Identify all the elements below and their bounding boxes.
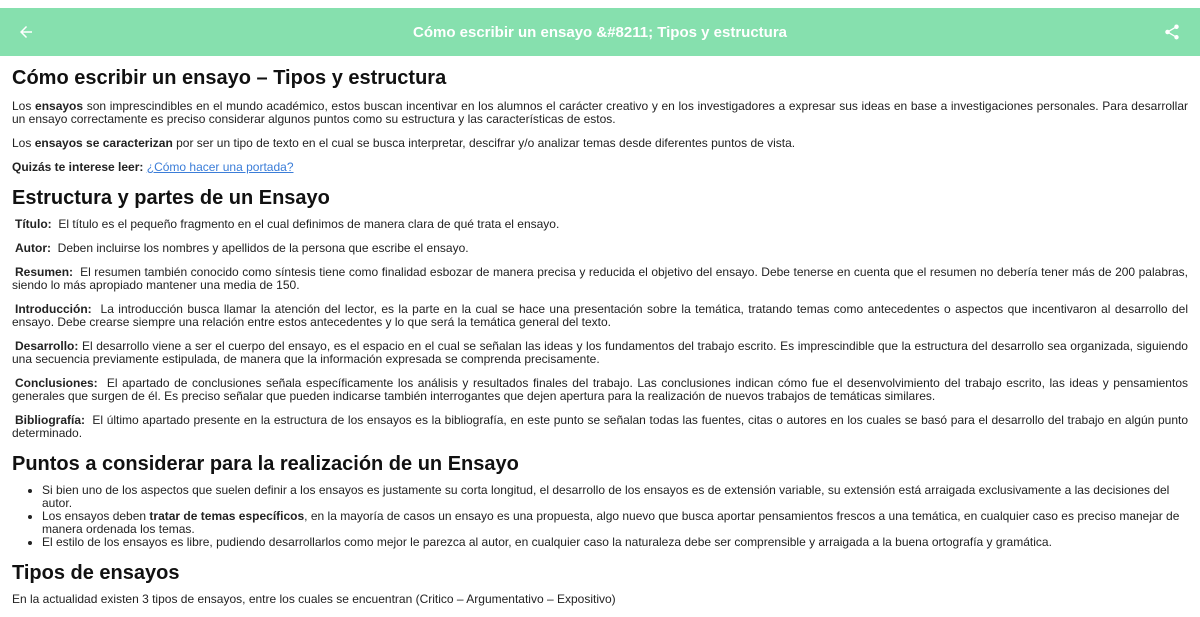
- definition-term: Desarrollo:: [15, 339, 79, 353]
- definition-term: Resumen:: [15, 265, 74, 279]
- article-title: Cómo escribir un ensayo – Tipos y estructura: [12, 67, 447, 89]
- back-button[interactable]: [10, 16, 42, 48]
- text: son imprescindibles en el mundo académico, estos buscan incentivar en los alumnos el carácter creativo y en los investigadores a expresar sus ideas en base a investigaciones personales. Para desarrollar un ensayo correctamente es preciso considerar algunos puntos como su estructura y las características de estos.: [12, 99, 1188, 126]
- arrow-left-icon: [17, 23, 35, 41]
- definition-conclusiones: [12, 377, 1188, 403]
- share-button[interactable]: [1156, 16, 1188, 48]
- definition-bibliografia: [12, 414, 1188, 440]
- definition-text: El desarrollo viene a ser el cuerpo del ensayo, es el espacio en el cual se señalan las ideas y los fundamentos del trabajo escrito. Es imprescindible que la estructura del desarrollo sea organizada, siguiendo una secuencia previamente estipulada, de manera que la información expresada se comprenda precisamente.: [12, 339, 1188, 366]
- definition-introduccion: [12, 303, 1188, 329]
- definition-resumen: [12, 266, 1188, 292]
- text: Los ensayos deben: [42, 509, 150, 523]
- list-item: • Si bien uno de los aspectos que suelen definir a los ensayos es justamente su corta longitud, el desarrollo de los ensayos es de extensión variable, su extensión está arraigada exclusivamente a las decisiones del autor.: [42, 484, 1188, 510]
- definition-text: Deben incluirse los nombres y apellidos de la persona que escribe el ensayo.: [57, 241, 469, 255]
- definition-term: Bibliografía:: [15, 413, 86, 427]
- related-label: Quizás te interese leer:: [12, 160, 144, 174]
- definition-titulo: [12, 218, 1188, 231]
- definition-autor: [12, 242, 1188, 255]
- definition-term: Autor:: [15, 241, 51, 255]
- intro-paragraph: [12, 100, 1188, 126]
- types-intro: En la actualidad existen 3 tipos de ensayos, entre los cuales se encuentran (Critico – Argumentativo – Expositivo): [12, 592, 616, 606]
- text: Los: [12, 136, 35, 150]
- structure-heading: Estructura y partes de un Ensayo: [12, 187, 330, 209]
- text: por ser un tipo de texto en el cual se busca interpretar, descifrar y/o analizar temas desde diferentes puntos de vista.: [172, 136, 796, 150]
- characteristics-paragraph: [12, 137, 1188, 150]
- related-link[interactable]: ¿Cómo hacer una portada?: [146, 160, 294, 174]
- bold-text: ensayos se caracterizan: [34, 136, 173, 150]
- text: Los: [12, 99, 36, 113]
- definition-term: Introducción:: [15, 302, 92, 316]
- share-icon: [1163, 23, 1181, 41]
- definition-text: El apartado de conclusiones señala específicamente los análisis y resultados finales del trabajo. Las conclusiones indican cómo fue el desenvolvimiento del trabajo escrito, las ideas y pensamientos generales que surgen de él. Es preciso señalar que pueden indicarse también interrogantes que dejen apertura para la realización de nuevos trabajos de temáticas similares.: [12, 376, 1188, 403]
- app-bar-title: Cómo escribir un ensayo &#8211; Tipos y estructura: [412, 23, 788, 41]
- article-content: [12, 66, 1188, 617]
- definition-term: Conclusiones:: [15, 376, 98, 390]
- text: , en la mayoría de casos un ensayo es una propuesta, algo nuevo que busca aportar pensamientos frescos a una temática, en cualquier caso es preciso manejar de manera ordenada los temas.: [42, 509, 1180, 536]
- list-item: [42, 510, 1188, 536]
- definition-text: El título es el pequeño fragmento en el cual definimos de manera clara de qué trata el ensayo.: [58, 217, 560, 231]
- points-list: [12, 484, 1188, 549]
- bold-text: tratar de temas específicos: [149, 509, 305, 523]
- definition-text: El último apartado presente en la estructura de los ensayos es la bibliografía, en este punto se señalan todas las fuentes, citas o autores en los cuales se basó para el desarrollo del trabajo en algún punto determinado.: [12, 413, 1188, 440]
- bold-text: ensayos: [35, 99, 84, 113]
- list-item: • El estilo de los ensayos es libre, pudiendo desarrollarlos como mejor le parezca al autor, en cualquier caso la naturaleza debe ser comprensible y arraigada a la buena ortografía y gramática.: [42, 536, 1188, 549]
- definition-desarrollo: [12, 340, 1188, 366]
- types-heading: Tipos de ensayos: [12, 562, 180, 584]
- definition-term: Título:: [15, 217, 52, 231]
- points-heading: Puntos a considerar para la realización de un Ensayo: [12, 453, 519, 475]
- definition-text: El resumen también conocido como síntesis tiene como finalidad esbozar de manera precisa y reducida el objetivo del ensayo. Debe tenerse en cuenta que el resumen no debería tener más de 200 palabras, siendo lo más apropiado mantener una media de 150.: [12, 265, 1188, 292]
- definition-text: La introducción busca llamar la atención del lector, es la parte en la cual se hace una presentación sobre la temática, tratando temas como antecedentes o aspectos que incentivaron al desarrollo del ensayo. Debe crearse siempre una relación entre estos antecedentes y lo que será la temática general del texto.: [12, 302, 1189, 329]
- app-bar: [0, 8, 1200, 56]
- related-reading: [12, 161, 1188, 174]
